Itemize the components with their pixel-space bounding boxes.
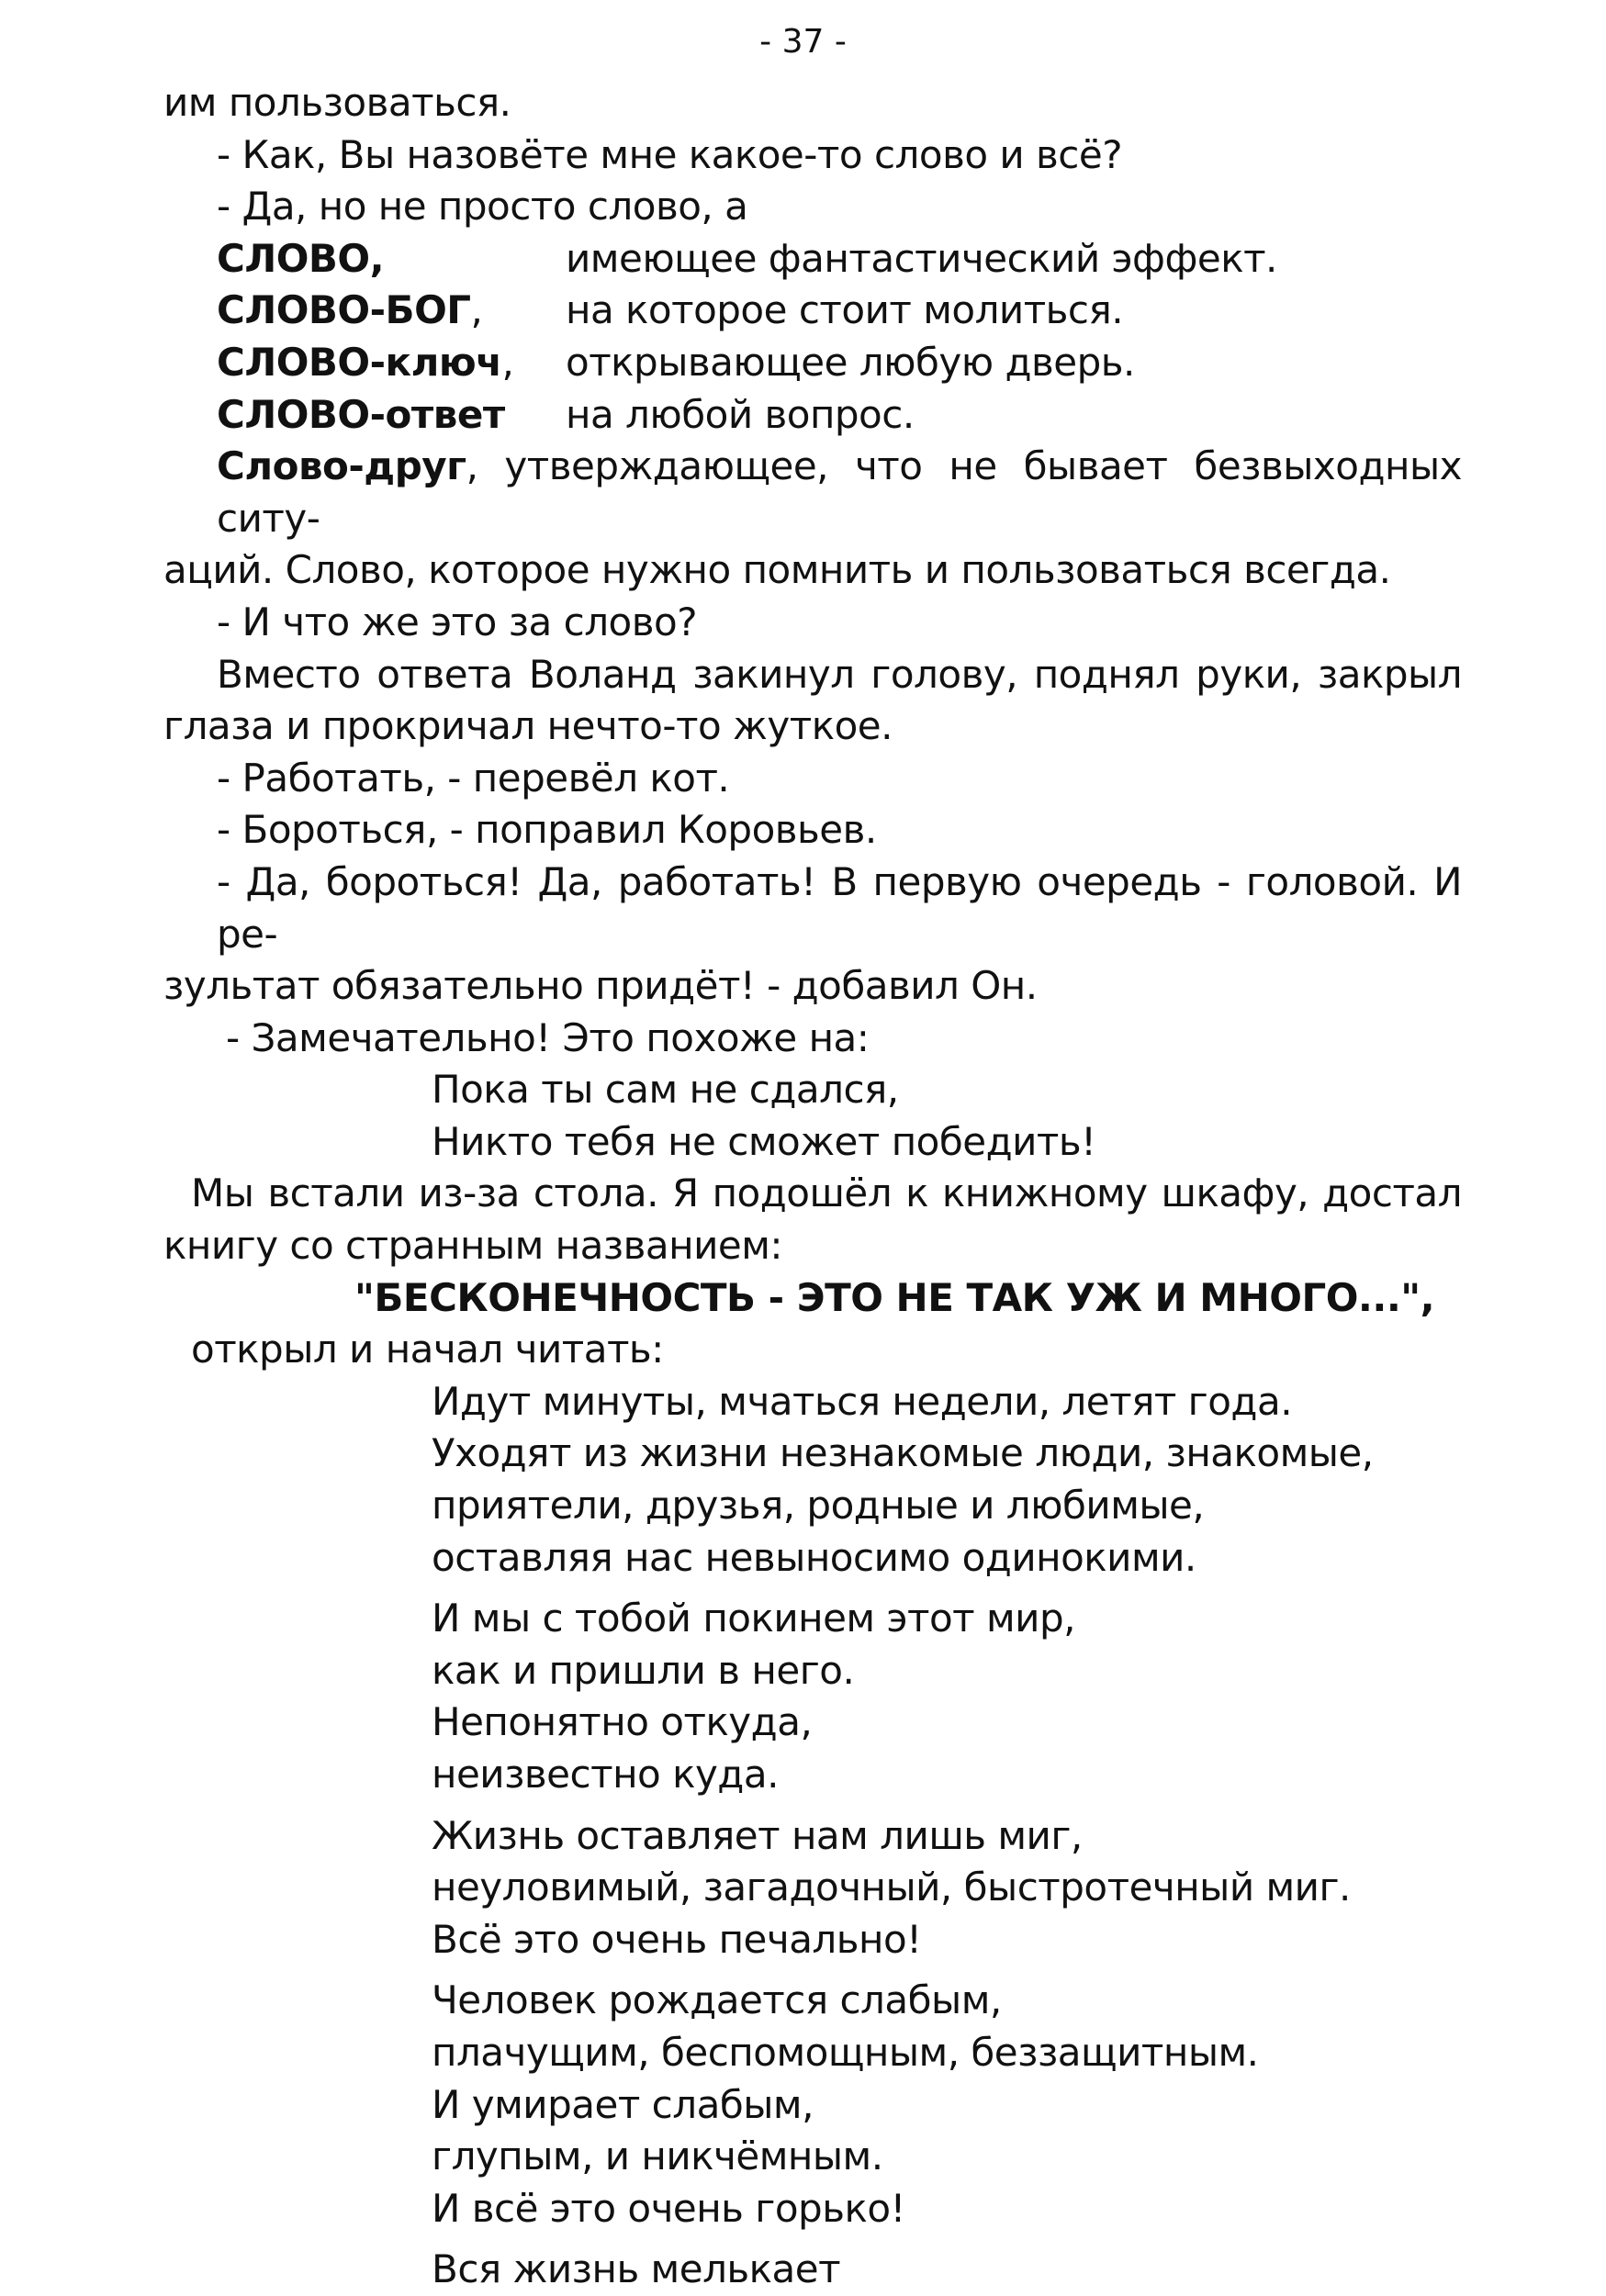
- definition-text: имеющее фантастический эффект.: [566, 235, 1277, 281]
- word-definitions: [163, 233, 1462, 441]
- poem-line: плачущим, беспомощным, беззащитным.: [432, 2029, 1259, 2075]
- paragraph-line: книгу со странным названием:: [163, 1223, 783, 1269]
- poem-line: Вся жизнь мелькает: [432, 2246, 841, 2292]
- quote-block: [163, 1064, 1462, 1168]
- friend-paragraph-line: аций. Слово, которое нужно помнить и пользоваться всегда.: [163, 547, 1391, 593]
- definition-term: СЛОВО-ключ: [217, 339, 502, 385]
- quote-line: Никто тебя не сможет победить!: [432, 1118, 1096, 1164]
- definition-term-suffix: ,: [501, 339, 514, 385]
- paragraph-line: Мы встали из-за стола. Я подошёл к книжному шкафу, достал: [191, 1170, 1462, 1216]
- poem-stanza: [432, 1810, 1462, 1966]
- definition-term-cell: [217, 337, 566, 389]
- poem-line: Жизнь оставляет нам лишь миг,: [432, 1812, 1083, 1858]
- poem: [163, 1376, 1462, 2296]
- definition-row: [163, 337, 1462, 389]
- dialog-line: - Да, но не просто слово, а: [217, 184, 748, 230]
- dialog-line: - И что же это за слово?: [217, 599, 697, 644]
- poem-stanza: [432, 1975, 1462, 2234]
- definition-term: СЛОВО,: [217, 235, 385, 281]
- poem-line: Человек рождается слабым,: [432, 1977, 1002, 2023]
- text-line: им пользоваться.: [163, 80, 511, 125]
- dialog-line: - Бороться, - поправил Коровьев.: [217, 807, 877, 853]
- poem-line: Уходят из жизни незнакомые люди, знакомые,: [432, 1430, 1374, 1476]
- dialog-line: - Да, бороться! Да, работать! В первую очередь - головой. И ре-: [217, 858, 1462, 957]
- poem-line: глупым, и никчёмным.: [432, 2134, 883, 2179]
- poem-line: И всё это очень горько!: [432, 2185, 905, 2231]
- poem-line: Всё это очень печально!: [432, 1916, 922, 1962]
- friend-paragraph-line: [163, 441, 1462, 544]
- definition-row: [163, 233, 1462, 286]
- poem-stanza: [432, 2244, 1462, 2296]
- book-title: "БЕСКОНЕЧНОСТЬ - ЭТО НЕ ТАК УЖ И МНОГО...",: [354, 1274, 1435, 1320]
- poem-line: Идут минуты, мчаться недели, летят года.: [432, 1378, 1293, 1424]
- definition-text: на которое стоит молиться.: [566, 287, 1124, 333]
- definition-term-suffix: ,: [470, 287, 483, 333]
- dialog-line: - Замечательно! Это похоже на:: [226, 1014, 870, 1060]
- poem-line: Непонятно откуда,: [432, 1699, 813, 1745]
- dialog-line: - Работать, - перевёл кот.: [217, 755, 730, 801]
- dialog-line: зультат обязательно придёт! - добавил Он.: [163, 963, 1038, 1009]
- poem-line: И мы с тобой покинем этот мир,: [432, 1596, 1075, 1641]
- paragraph-line: открыл и начал читать:: [191, 1327, 664, 1372]
- poem-line: как и пришли в него.: [432, 1647, 855, 1693]
- page-body: [163, 77, 1462, 2296]
- poem-line: неизвестно куда.: [432, 1752, 779, 1797]
- page-number: - 37 -: [759, 23, 847, 61]
- definition-text: на любой вопрос.: [566, 391, 915, 437]
- poem-line: неуловимый, загадочный, быстротечный миг.: [432, 1865, 1351, 1910]
- definition-term: СЛОВО-ответ: [217, 391, 505, 437]
- paragraph-line: Вместо ответа Воланд закинул голову, поднял руки, закрыл: [217, 651, 1462, 697]
- poem-stanza: [432, 1593, 1462, 1800]
- quote-line: Пока ты сам не сдался,: [432, 1067, 899, 1113]
- friend-term: Слово-друг: [217, 443, 466, 489]
- definition-row: [163, 389, 1462, 442]
- poem-stanza: [432, 1376, 1462, 1584]
- definition-term-cell: [217, 285, 566, 337]
- definition-text: открывающее любую дверь.: [566, 339, 1135, 385]
- poem-line: приятели, друзья, родные и любимые,: [432, 1483, 1205, 1529]
- friend-line-rest: , утверждающее, что не бывает безвыходных ситу-: [217, 443, 1462, 541]
- definition-term-cell: [217, 389, 566, 442]
- paragraph-line: глаза и прокричал нечто-то жуткое.: [163, 703, 893, 749]
- definition-row: [163, 285, 1462, 337]
- poem-line: И умирает слабым,: [432, 2081, 814, 2127]
- definition-term: СЛОВО-БОГ: [217, 287, 471, 333]
- poem-line: оставляя нас невыносимо одинокими.: [432, 1534, 1196, 1580]
- definition-term-cell: [217, 233, 566, 286]
- dialog-line: - Как, Вы назовёте мне какое-то слово и всё?: [217, 131, 1122, 177]
